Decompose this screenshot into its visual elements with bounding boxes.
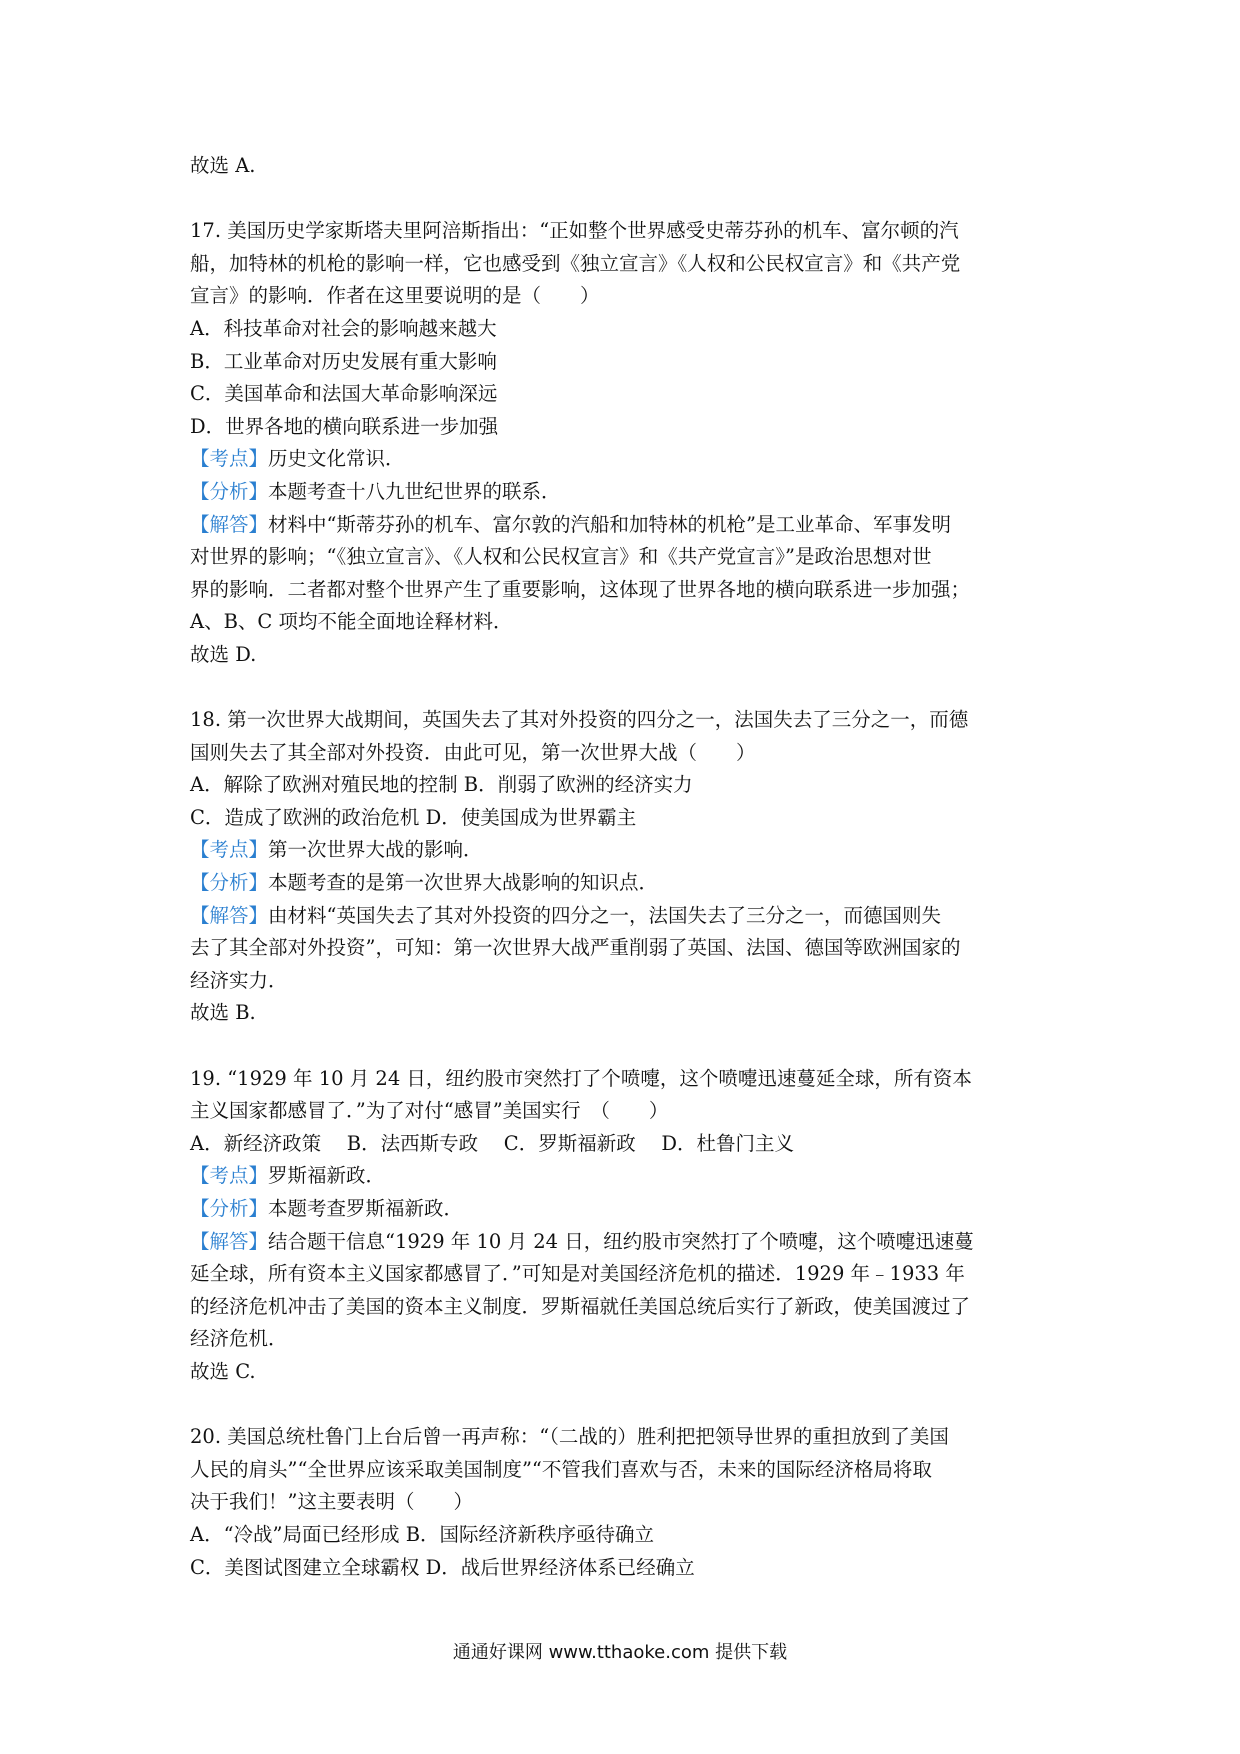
kaodian-tag: 【考点】: [190, 838, 269, 862]
q19-jieda-line-2: 延全球，所有资本主义国家都感冒了．”可知是对美国经济危机的描述．1929 年﹣1933 年: [190, 1262, 965, 1286]
q20-stem-line-1: 20. 美国总统杜鲁门上台后曾一再声称：“（二战的）胜利把把领导世界的重担放到了美国: [190, 1425, 949, 1449]
q17-answer: 故选 D.: [190, 642, 257, 666]
q17-jieda-line-2: 对世界的影响；“《独立宣言》、《人权和公民权宣言》和《共产党宣言》”是政治思想对世: [190, 545, 932, 569]
q19-jieda-line-3: 的经济危机冲击了美国的资本主义制度．罗斯福就任美国总统后实行了新政，使美国渡过了: [190, 1294, 971, 1318]
q20-stem-line-3: 决于我们！”这主要表明（ ）: [190, 1490, 473, 1514]
fenxi-text: 本题考查十八九世纪世界的联系．: [268, 479, 561, 503]
q18-stem-line-1: 18. 第一次世界大战期间，英国失去了其对外投资的四分之一，法国失去了三分之一，而德: [190, 708, 969, 732]
q18-options-ab: A．解除了欧洲对殖民地的控制 B．削弱了欧洲的经济实力: [190, 773, 693, 797]
q17-jieda-line-3: 界的影响．二者都对整个世界产生了重要影响，这体现了世界各地的横向联系进一步加强；: [190, 577, 971, 601]
q17-stem-line-2: 船，加特林的机枪的影响一样，它也感受到《独立宣言》《人权和公民权宣言》和《共产党: [190, 251, 961, 275]
fenxi-text: 本题考查罗斯福新政．: [268, 1197, 464, 1220]
q17-kaodian: [190, 443, 1070, 476]
q18-answer: 故选 B.: [190, 1001, 256, 1025]
q17-option-c: C．美国革命和法国大革命影响深远: [190, 382, 498, 406]
document-body: [190, 150, 1070, 1584]
q19-stem-line-2: 主义国家都感冒了．”为了对付“感冒”美国实行 （ ）: [190, 1099, 669, 1123]
q16-answer: 故选 A.: [190, 154, 256, 177]
spacer: [190, 183, 1070, 216]
q17-stem-line-3: 宣言》的影响．作者在这里要说明的是（ ）: [190, 284, 600, 308]
q18-jieda-line-2: 去了其全部对外投资”，可知：第一次世界大战严重削弱了英国、法国、德国等欧洲国家的: [190, 936, 961, 960]
q20-stem-line-2: 人民的肩头”“全世界应该采取美国制度”“不管我们喜欢与否，未来的国际经济格局将取: [190, 1457, 932, 1481]
q17-stem-line-1: 17. 美国历史学家斯塔夫里阿涪斯指出：“正如整个世界感受史蒂芬孙的机车、富尔顿的汽: [190, 219, 959, 243]
q19-fenxi: [190, 1193, 1070, 1226]
q17-jieda: [190, 509, 1070, 542]
q18-fenxi: [190, 867, 1070, 900]
fenxi-text: 本题考查的是第一次世界大战影响的知识点．: [268, 871, 659, 895]
q18-options-cd: C．造成了欧洲的政治危机 D．使美国成为世界霸主: [190, 805, 637, 829]
spacer: [190, 1030, 1070, 1063]
q20-options-cd: C．美图试图建立全球霸权 D．战后世界经济体系已经确立: [190, 1555, 695, 1579]
question-19: [190, 1063, 1070, 1389]
page-footer: 通通好课网 www.tthaoke.com 提供下载: [452, 1642, 788, 1663]
kaodian-tag: 【考点】: [190, 447, 269, 471]
q17-fenxi: [190, 476, 1070, 509]
question-18: [190, 704, 1070, 1030]
jieda-tag: 【解答】: [190, 903, 269, 927]
jieda-tag: 【解答】: [190, 512, 269, 536]
q19-answer: 故选 C.: [190, 1359, 256, 1383]
jieda-text: 材料中“斯蒂芬孙的机车、富尔敦的汽船和加特林的机枪”是工业革命、军事发明: [268, 512, 951, 536]
fenxi-tag: 【分析】: [190, 1197, 269, 1220]
q19-jieda-line-4: 经济危机．: [190, 1327, 288, 1351]
q20-options-ab: A．“冷战”局面已经形成 B．国际经济新秩序亟待确立: [190, 1522, 655, 1546]
q19-stem-line-1: 19. “1929 年 10 月 24 日，纽约股市突然打了个喷嚏，这个喷嚏迅速蔓延全球，所有资本: [190, 1066, 972, 1090]
q18-jieda-line-3: 经济实力．: [190, 968, 288, 992]
q18-kaodian: [190, 834, 1070, 867]
question-20: [190, 1421, 1070, 1584]
kaodian-text: 第一次世界大战的影响．: [268, 838, 483, 862]
q17-option-b: B．工业革命对历史发展有重大影响: [190, 349, 497, 373]
jieda-text: 结合题干信息“1929 年 10 月 24 日，纽约股市突然打了个喷嚏，这个喷嚏迅速蔓: [268, 1229, 974, 1253]
q19-kaodian: [190, 1160, 1070, 1193]
jieda-tag: 【解答】: [190, 1229, 269, 1253]
spacer: [190, 672, 1070, 705]
spacer: [190, 1389, 1070, 1422]
q18-stem-line-2: 国则失去了其全部对外投资．由此可见，第一次世界大战（ ）: [190, 740, 756, 764]
fenxi-tag: 【分析】: [190, 871, 269, 895]
q17-jieda-line-4: A、B、C 项均不能全面地诠释材料．: [190, 610, 513, 634]
kaodian-text: 历史文化常识．: [268, 447, 405, 471]
q17-option-a: A．科技革命对社会的影响越来越大: [190, 316, 497, 340]
q19-options: A．新经济政策 B．法西斯专政 C．罗斯福新政 D．杜鲁门主义: [190, 1131, 795, 1155]
fenxi-tag: 【分析】: [190, 479, 269, 503]
q17-option-d: D．世界各地的横向联系进一步加强: [190, 414, 499, 438]
q19-jieda: [190, 1226, 1070, 1259]
question-17: [190, 215, 1070, 671]
kaodian-text: 罗斯福新政．: [268, 1164, 386, 1188]
q18-jieda: [190, 900, 1070, 933]
kaodian-tag: 【考点】: [190, 1164, 269, 1188]
jieda-text: 由材料“英国失去了其对外投资的四分之一，法国失去了三分之一，而德国则失: [268, 903, 941, 927]
